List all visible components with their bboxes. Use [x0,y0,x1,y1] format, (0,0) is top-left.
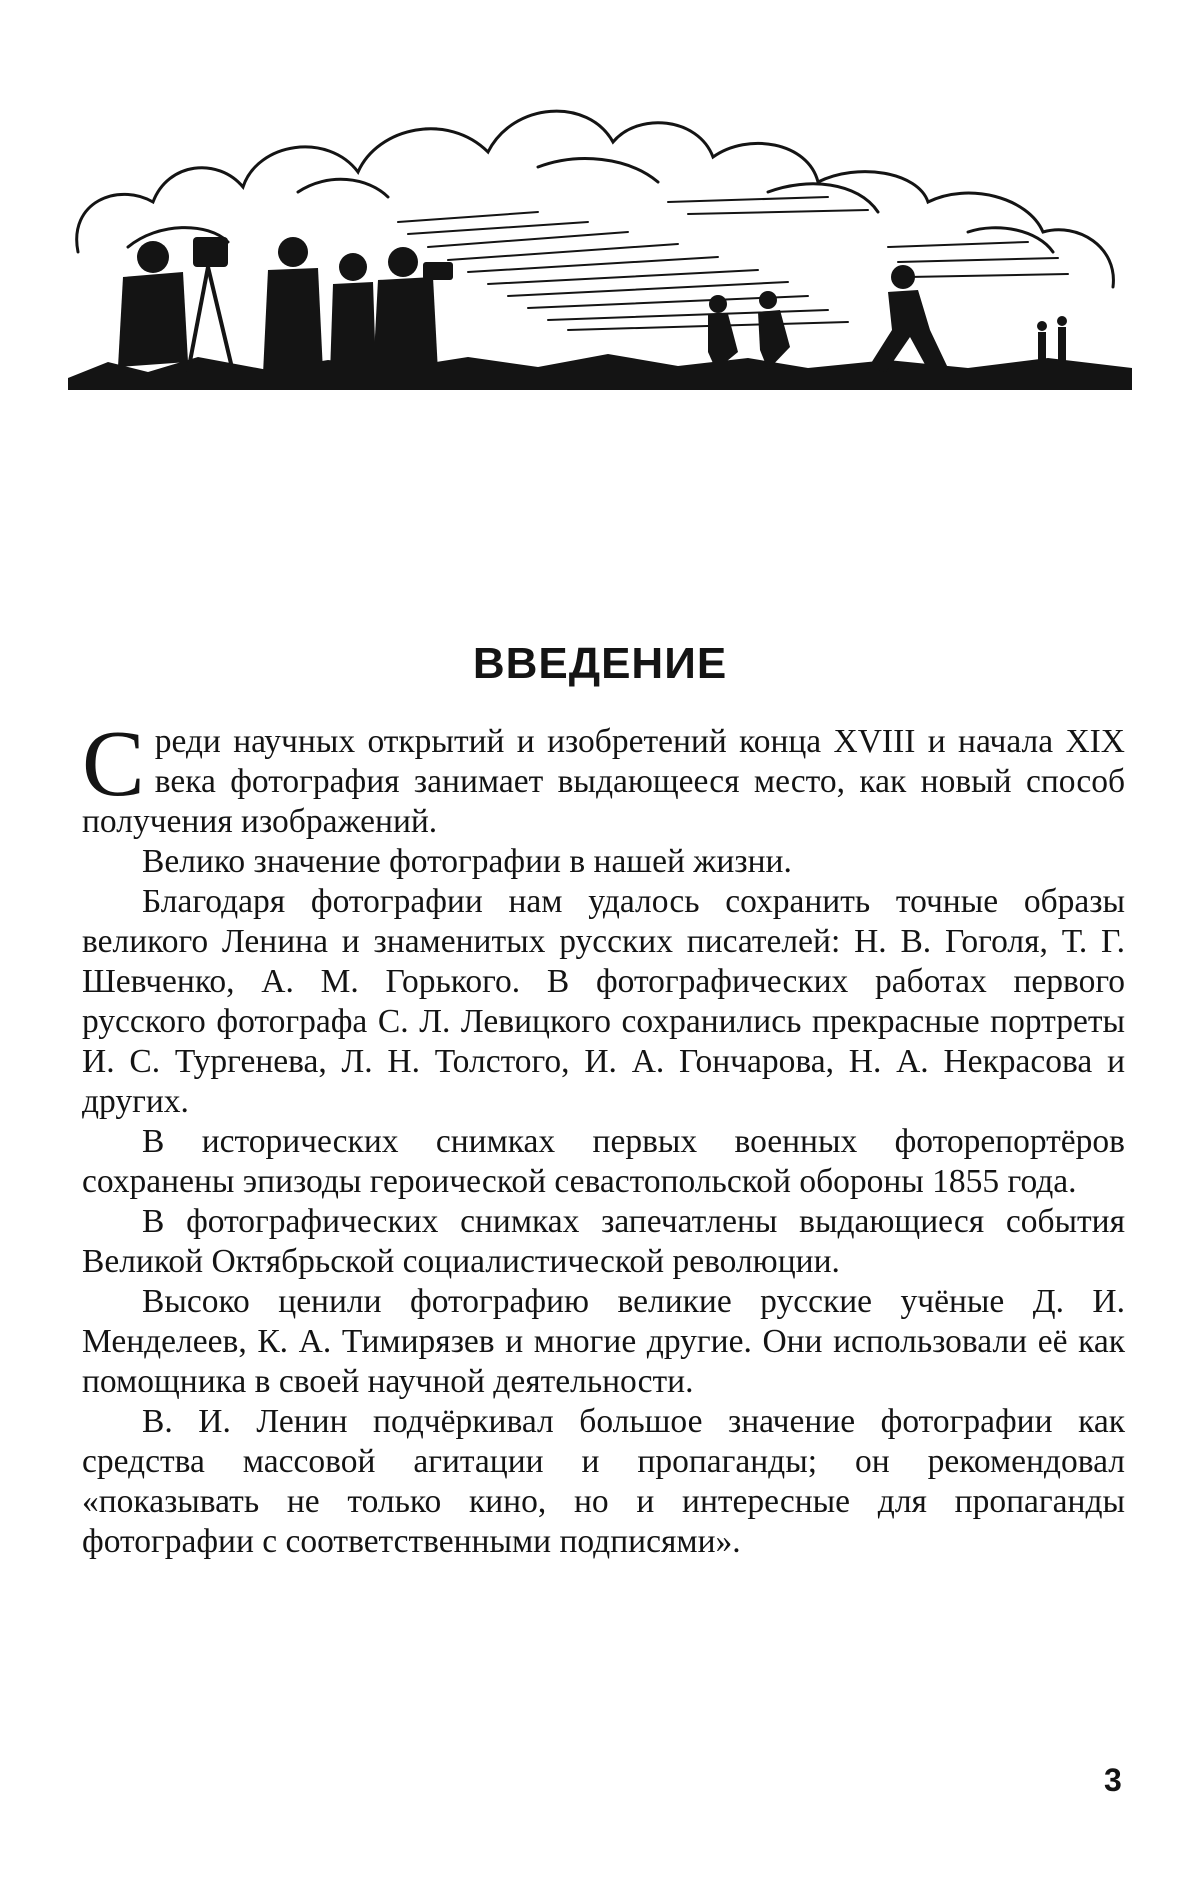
paragraph-text: реди научных открытий и изобретений конца XVIII и начала XIX века фотография занимает выдающееся место, как новый способ получения изображений. [82,723,1125,840]
paragraph: В. И. Ленин подчёркивал большое значение фотографии как средства массовой агитации и пропаганды; он рекомендовал «показывать не только кино, но и интересные для пропаганды фотографии с соответственными подписями». [82,1403,1125,1560]
drop-cap: С [82,712,145,816]
paragraph: Велико значение фотографии в нашей жизни. [142,843,792,880]
paragraph: Благодаря фотографии нам удалось сохранить точные образы великого Ленина и знаменитых русских писателей: Н. В. Гоголя, Т. Г. Шевченко, А. М. Горького. В фотографических работах первого русского фотографа С. Л. Левицкого сохранились прекрасные портреты И. С. Тургенева, Л. Н. Толстого, И. А. Гончарова, Н. А. Некрасова и других. [82,883,1125,1120]
paragraph: В фотографических снимках запечатлены выдающиеся события Великой Октябрьской социалистической революции. [82,1203,1125,1280]
paragraph: В исторических снимках первых военных фоторепортёров сохранены эпизоды героической севастопольской обороны 1855 года. [82,1123,1125,1200]
chapter-title: ВВЕДЕНИЕ [472,639,728,688]
header-illustration [68,72,1132,402]
body-text [82,712,1125,1562]
paragraph: Высоко ценили фотографию великие русские учёные Д. И. Менделеев, К. А. Тимирязев и многие другие. Они использовали её как помощника в своей научной деятельности. [82,1283,1125,1400]
page-number: 3 [1104,1762,1122,1798]
photographers-and-runners-illustration-icon [68,72,1132,402]
paragraph [82,712,1125,842]
